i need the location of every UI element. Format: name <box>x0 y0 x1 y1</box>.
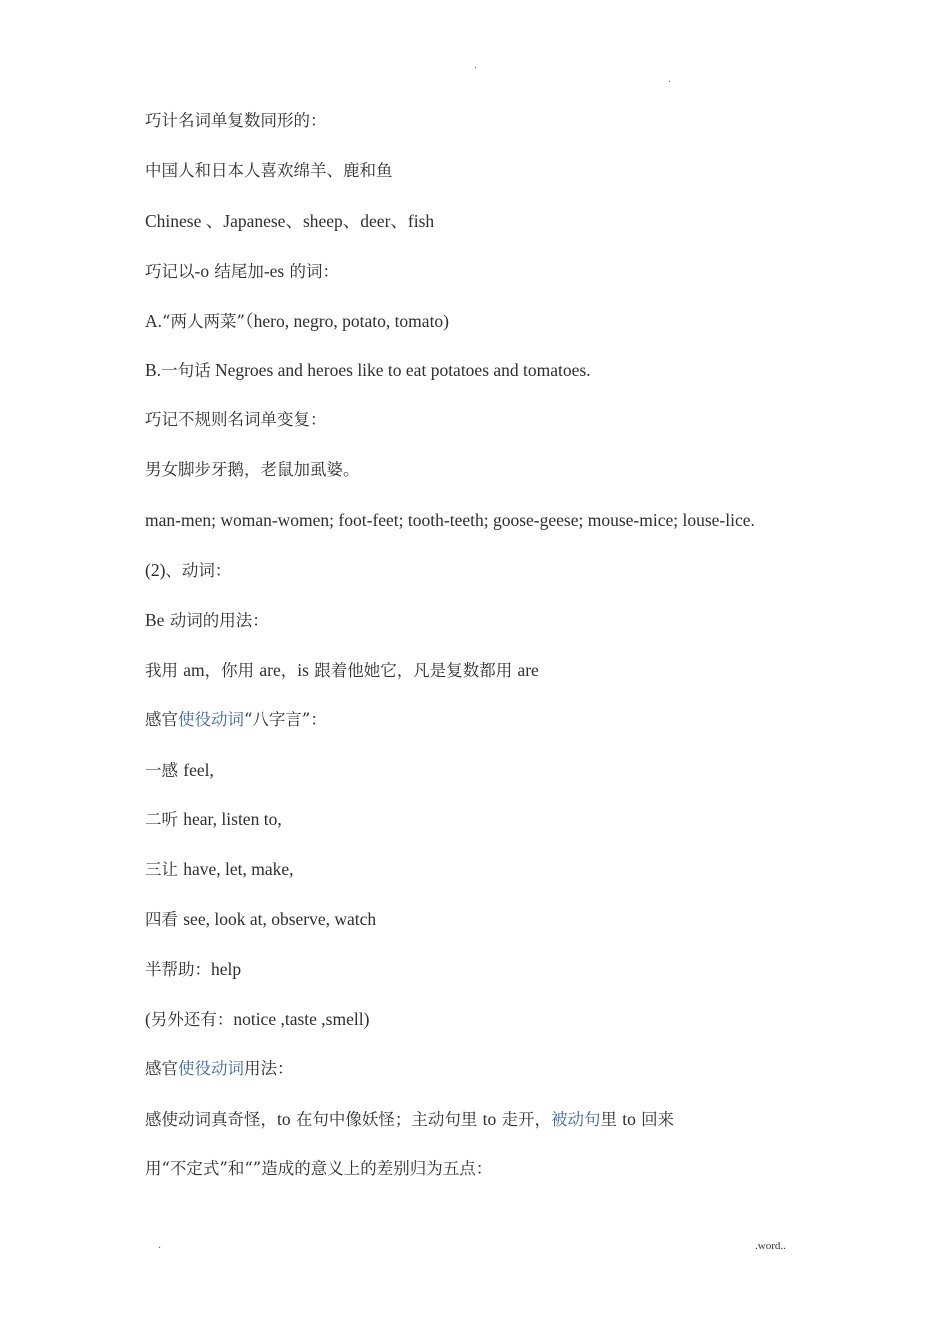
text-line: (2)、动词： <box>145 560 232 581</box>
text-line: B.一句话 Negroes and heroes like to eat potatoes and tomatoes. <box>145 360 591 381</box>
link-causative-verbs[interactable]: 使役动词 <box>178 709 244 729</box>
text-line: 四看 see, look at, observe, watch <box>145 909 377 930</box>
text-line: Chinese 、Japanese、sheep、deer、fish <box>145 210 435 231</box>
header-dot-right: . <box>668 75 671 85</box>
link-passive-sentence[interactable]: 被动句 <box>551 1109 601 1129</box>
text-line: man-men; woman-women; foot-feet; tooth-teeth; goose-geese; mouse-mice; louse-lice. <box>145 510 755 531</box>
text-line: 一感 feel, <box>145 759 214 780</box>
text-line: A.“两人两菜”（hero, negro, potato, tomato) <box>145 310 450 331</box>
link-causative-verbs[interactable]: 使役动词 <box>178 1058 244 1078</box>
text-line: 男女脚步牙鹅，老鼠加虱婆。 <box>145 460 360 480</box>
text-line: 巧记不规则名词单变复： <box>145 410 327 430</box>
text-line: 感官使役动词“八字言”： <box>145 709 327 729</box>
footer-label: .word.. <box>755 1240 786 1252</box>
text-line: (另外还有：notice ,taste ,smell) <box>145 1009 370 1030</box>
text-line: 用“不定式”和“”造成的意义上的差别归为五点： <box>145 1158 493 1178</box>
text-line: 三让 have, let, make, <box>145 859 294 880</box>
text-line: 感使动词真奇怪，to 在句中像妖怪；主动句里 to 走开，被动句里 to 回来 <box>145 1108 675 1129</box>
text-line: 巧记以-o 结尾加-es 的词： <box>145 260 339 281</box>
text-line: 半帮助：help <box>145 959 242 980</box>
text-line: 中国人和日本人喜欢绵羊、鹿和鱼 <box>145 160 393 180</box>
text-line: 感官使役动词用法： <box>145 1058 294 1078</box>
text-line: Be 动词的用法： <box>145 609 269 630</box>
footer-dot: . <box>158 1240 162 1251</box>
document-body <box>145 108 845 1206</box>
text-line: 我用 am，你用 are，is 跟着他她它，凡是复数都用 are <box>145 659 539 680</box>
header-dot-left: . <box>474 61 477 71</box>
text-line: 二听 hear, listen to, <box>145 809 282 830</box>
text-line: 巧计名词单复数同形的： <box>145 111 327 130</box>
